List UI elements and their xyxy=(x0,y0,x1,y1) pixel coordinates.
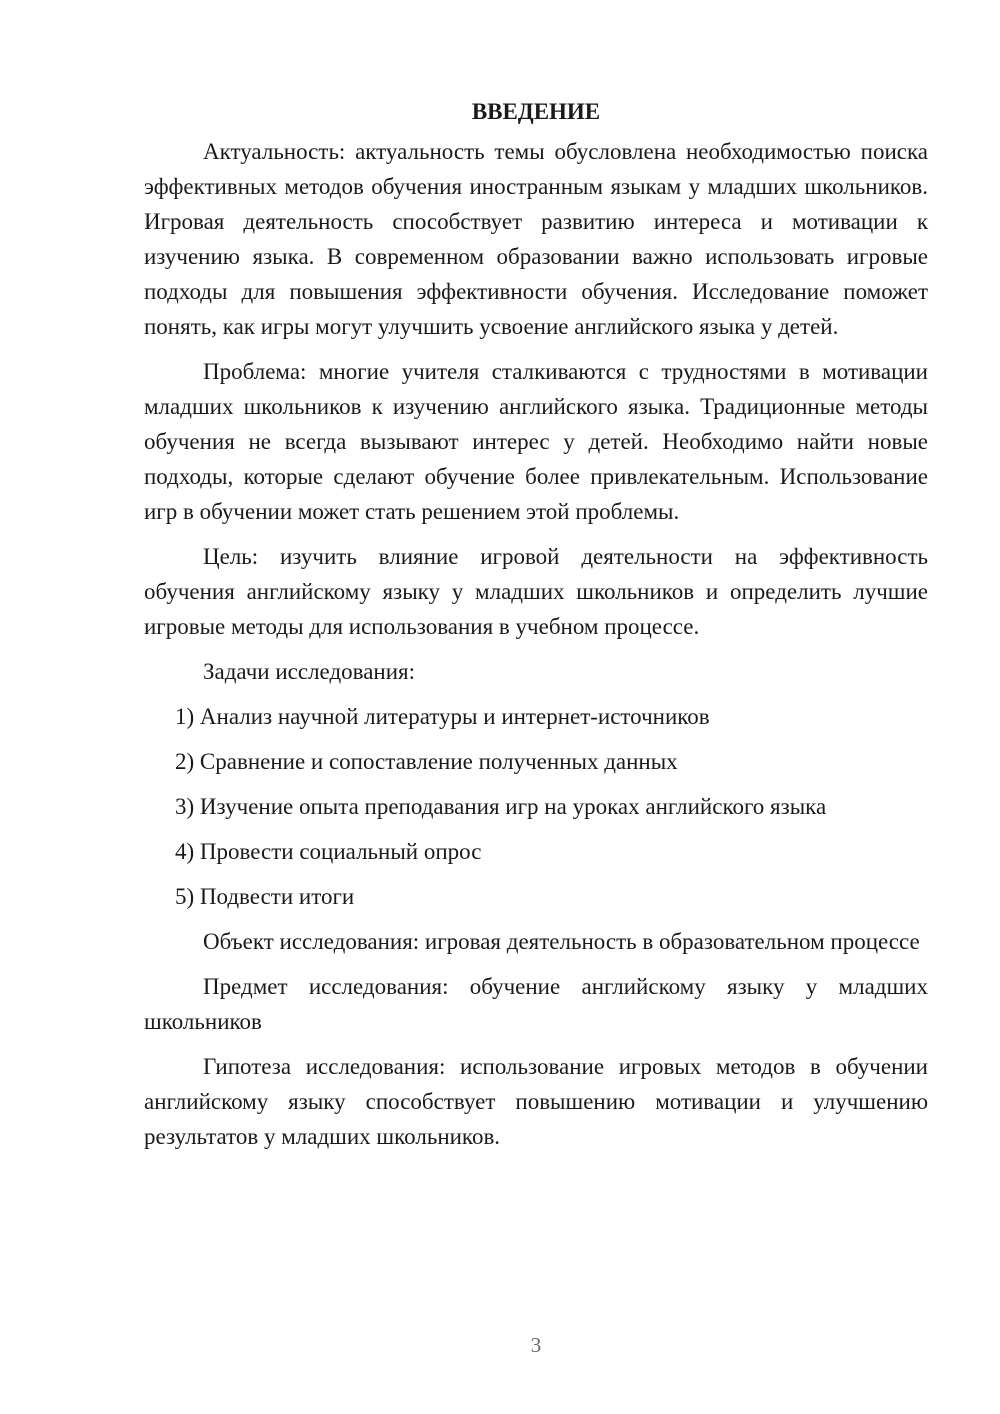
page-number: 3 xyxy=(530,1333,542,1357)
paragraph-goal: Цель: изучить влияние игровой деятельности на эффективность обучения английскому языку у младших школьников и определить лучшие игровые методы для использования в учебном процессе. xyxy=(144,544,928,639)
task-item: 4) Провести социальный опрос xyxy=(175,839,482,864)
paragraph-object: Объект исследования: игровая деятельность в образовательном процессе xyxy=(203,929,920,954)
paragraph-problem: Проблема: многие учителя сталкиваются с трудностями в мотивации младших школьников к изучению английского языка. Традиционные методы обучения не всегда вызывают интерес у детей. Необходимо найти новые подходы, которые сделают обучение более привлекательным. Использование игр в обучении может стать решением этой проблемы. xyxy=(144,359,928,524)
paragraph-relevance: Актуальность: актуальность темы обусловлена необходимостью поиска эффективных методов обучения иностранным языкам у младших школьников. Игровая деятельность способствует развитию интереса и мотивации к изучению языка. В современном образовании важно использовать игровые подходы для повышения эффективности обучения. Исследование поможет понять, как игры могут улучшить усвоение английского языка у детей. xyxy=(144,139,928,339)
paragraph-hypothesis: Гипотеза исследования: использование игровых методов в обучении английскому языку способствует повышению мотивации и улучшению результатов у младших школьников. xyxy=(144,1054,928,1149)
task-item: 5) Подвести итоги xyxy=(175,884,355,909)
page-content xyxy=(144,94,928,1164)
task-item: 3) Изучение опыта преподавания игр на уроках английского языка xyxy=(175,794,827,819)
task-item: 1) Анализ научной литературы и интернет-источников xyxy=(175,704,710,729)
tasks-list xyxy=(144,699,928,914)
section-title: ВВЕДЕНИЕ xyxy=(471,99,601,124)
tasks-heading: Задачи исследования: xyxy=(203,659,416,684)
task-item: 2) Сравнение и сопоставление полученных данных xyxy=(175,749,678,774)
paragraph-subject: Предмет исследования: обучение английскому языку у младших школьников xyxy=(144,974,928,1034)
